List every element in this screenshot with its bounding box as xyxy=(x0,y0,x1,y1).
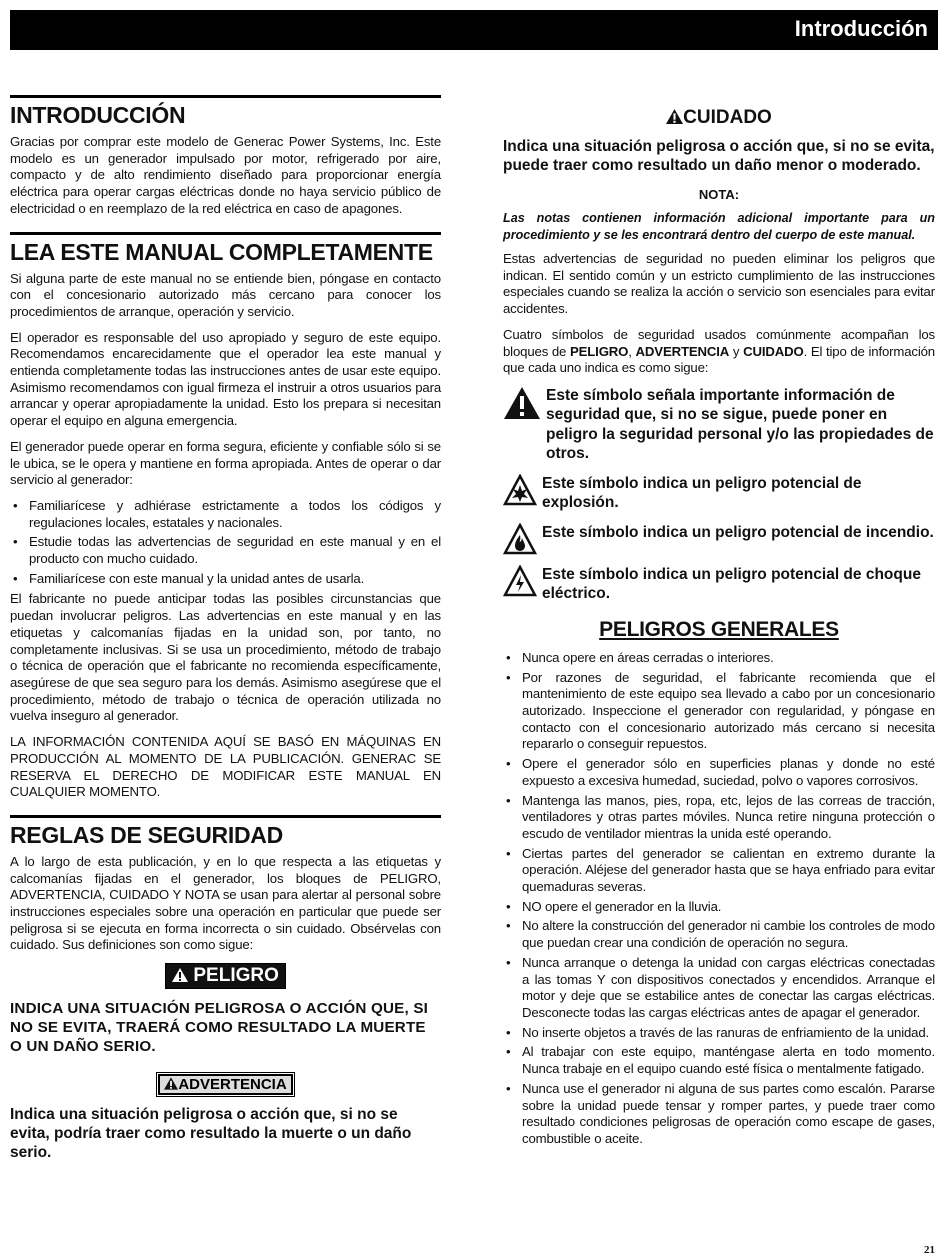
list-item: • Estudie todas las advertencias de seguridad en este manual y en el producto con mucho cuidado. xyxy=(10,534,441,567)
cuidado-text: Indica una situación peligrosa o acción que, si no se evita, puede traer como resultado un daño menor o moderado. xyxy=(503,138,935,174)
alert-icon xyxy=(172,968,188,982)
safety-paragraph-2: Cuatro símbolos de seguridad usados comúnmente acompañan los bloques de PELIGRO, ADVERTENCIA y CUIDADO. El tipo de información que cada uno indica es como sigue: xyxy=(503,326,935,376)
symbol-text-shock: Este símbolo indica un peligro potencial de choque eléctrico. xyxy=(542,565,921,603)
list-item: • Nunca use el generador ni alguna de sus partes como escalón. Pararse sobre la unidad puede tensar y romper partes, y puede traer como resultado condiciones peligrosas de operación como escape de gases, combustible o aceite. xyxy=(503,1081,935,1148)
rules-heading: REGLAS DE SEGURIDAD xyxy=(10,815,441,848)
safety-paragraph-1: Estas advertencias de seguridad no pueden eliminar los peligros que indican. El sentido común y un estricto cumplimiento de las instrucciones especiales cuando se realiza la acción o servicio son esenciales para evitar accidentes. xyxy=(503,251,935,317)
section-title: Introducción xyxy=(794,16,928,41)
advertencia-text: Indica una situación peligrosa o acción que, si no se evita, podría traer como resultado la muerte o un daño serio. xyxy=(10,1106,412,1162)
list-item: • No altere la construcción del generador ni cambie los controles de modo que puedan crear una condición de operación no segura. xyxy=(503,918,935,951)
peligros-list xyxy=(503,650,935,1148)
intro-paragraph: Gracias por comprar este modelo de Generac Power Systems, Inc. Este modelo es un generador impulsado por motor, refrigerado por aire, compacto y de alto rendimiento diseñado para proporcionar energía eléctrica para operar cargas eléctricas donde no haya servicio público de electricidad o en reemplazo de la red eléctrica en caso de apagones. xyxy=(10,134,441,216)
list-item: • Nunca opere en áreas cerradas o interiores. xyxy=(503,650,935,667)
alert-icon xyxy=(666,109,683,124)
list-item: • Familiarícese y adhiérase estrictamente a todos los códigos y regulaciones locales, estatales y nacionales. xyxy=(10,498,441,531)
peligro-label: PELIGRO xyxy=(193,965,279,987)
symbol-row-alert xyxy=(503,386,935,464)
list-item: • Nunca arranque o detenga la unidad con cargas eléctricas conectadas a las tomas Y con dispositivos conectados y encendidos. Arranque el motor y deje que se estabilice antes de conectar las cargas eléctricas. Desconecte todas las cargas eléctricas antes de apagar el generador. xyxy=(503,955,935,1022)
manual-paragraph-4: El fabricante no puede anticipar todas las posibles circunstancias que puedan involucrar peligros. Las advertencias en este manual y en las etiquetas y calcomanías fijadas en la unidad son, por tanto, no completamente inclusivas. Si se usa un procedimiento, método de trabajo o técnica de operación que el fabricante no recomienda específicamente, asegúrese de que sea seguro para los demás. Asimismo asegúrese que el procedimiento, método de trabajo o técnica de operación utilizada no vuelva inseguro al generador. xyxy=(10,591,441,724)
manual-paragraph-5: LA INFORMACIÓN CONTENIDA AQUÍ SE BASÓ EN MÁQUINAS EN PRODUCCIÓN AL MOMENTO DE LA PUBLICACIÓN. GENERAC SE RESERVA EL DERECHO DE MODIFICAR ESTE MANUAL EN CUALQUIER MOMENTO. xyxy=(10,734,441,800)
symbol-text-fire: Este símbolo indica un peligro potencial de incendio. xyxy=(542,523,934,541)
cuidado-heading xyxy=(503,107,935,129)
manual-paragraph-2: El operador es responsable del uso apropiado y seguro de este equipo. Recomendamos encarecidamente que el operador lea este manual y entienda completamente todas las instrucciones antes de usar este equipo. Asimismo recomendamos con igual firmeza el instruir a otros usuarios para arrancar y operar apropiadamente la unidad. Esto los prepara si necesitan operar el equipo en alguna emergencia. xyxy=(10,329,441,429)
symbol-row-shock xyxy=(503,565,935,604)
symbol-text-alert: Este símbolo señala importante información de seguridad que, si no se sigue, puede poner en peligro la seguridad personal y/o las propiedades de otros. xyxy=(546,386,934,463)
list-item: • Mantenga las manos, pies, ropa, etc, lejos de las correas de tracción, ventiladores y otras partes móviles. Nunca retire ninguna protección o escudo de ventilador mientras la unida esté operando. xyxy=(503,793,935,843)
list-item: • Por razones de seguridad, el fabricante recomienda que el mantenimiento de este equipo sea llevado a cabo por un concesionario autorizado. Inspeccione el generador con regularidad, y póngase en contacto con el concesionario autorizado más cercano si necesita repararlo o conseguir repuestos. xyxy=(503,670,935,754)
symbol-row-explosion xyxy=(503,474,935,513)
list-item: • Familiarícese con este manual y la unidad antes de usarla. xyxy=(10,571,441,588)
page-number: 21 xyxy=(924,1244,935,1256)
list-item: • No inserte objetos a través de las ranuras de enfriamiento de la unidad. xyxy=(503,1025,935,1042)
list-item: • Opere el generador sólo en superficies planas y donde no esté expuesto a excesiva humedad, suciedad, polvo o vapores corrosivos. xyxy=(503,756,935,789)
list-item: • NO opere el generador en la lluvia. xyxy=(503,899,935,916)
shock-icon xyxy=(503,565,537,597)
intro-heading: INTRODUCCIÓN xyxy=(10,95,441,128)
manual-paragraph-3: El generador puede operar en forma segura, eficiente y confiable sólo si se le ubica, se le opera y mantiene en forma apropiada. Antes de operar o dar servicio al generador: xyxy=(10,438,441,488)
peligro-badge xyxy=(165,963,286,989)
rules-paragraph: A lo largo de esta publicación, y en lo que respecta a las etiquetas y calcomanías fijadas en el generador, los bloques de PELIGRO, ADVERTENCIA, CUIDADO Y NOTA se usan para alertar al personal sobre instrucciones especiales sobre una operación en particular que puede ser peligrosa si se ejecuta en forma incorrecta o sin cuidado. Obsérvelas con cuidado. Sus definiciones son como sigue: xyxy=(10,853,441,953)
manual-paragraph-1: Si alguna parte de este manual no se entiende bien, póngase en contacto con el concesionario autorizado más cercano para conocer los procedimientos de arranque, operación y servicio. xyxy=(10,270,441,319)
advertencia-badge xyxy=(158,1074,292,1095)
nota-text: Las notas contienen información adicional importante para un procedimiento y se les encontrará dentro del cuerpo de este manual. xyxy=(503,211,935,242)
symbol-text-explosion: Este símbolo indica un peligro potencial de explosión. xyxy=(542,474,862,512)
peligros-heading: PELIGROS GENERALES xyxy=(599,617,839,641)
header-bar xyxy=(10,10,938,50)
alert-icon xyxy=(503,386,541,420)
manual-bullet-list xyxy=(10,498,441,588)
left-column xyxy=(10,95,441,1180)
nota-heading: NOTA: xyxy=(698,187,740,202)
peligro-text: INDICA UNA SITUACIÓN PELIGROSA O ACCIÓN QUE, SI NO SE EVITA, TRAERÁ COMO RESULTADO LA MUERTE O UN DAÑO SERIO. xyxy=(10,1000,429,1056)
right-column xyxy=(503,95,935,1152)
alert-icon xyxy=(164,1077,178,1090)
manual-heading: LEA ESTE MANUAL COMPLETAMENTE xyxy=(10,232,441,265)
list-item: • Al trabajar con este equipo, manténgase alerta en todo momento. Nunca trabaje en el equipo cuando esté física o mentalmente fatigado. xyxy=(503,1044,935,1077)
explosion-icon xyxy=(503,474,537,506)
list-item: • Ciertas partes del generador se calientan en extremo durante la operación. Aléjese del generador hasta que se haya enfriado para evitar quemaduras severas. xyxy=(503,846,935,896)
advertencia-label: ADVERTENCIA xyxy=(178,1076,287,1094)
symbol-row-fire xyxy=(503,523,935,555)
fire-icon xyxy=(503,523,537,555)
cuidado-label: CUIDADO xyxy=(683,107,772,128)
